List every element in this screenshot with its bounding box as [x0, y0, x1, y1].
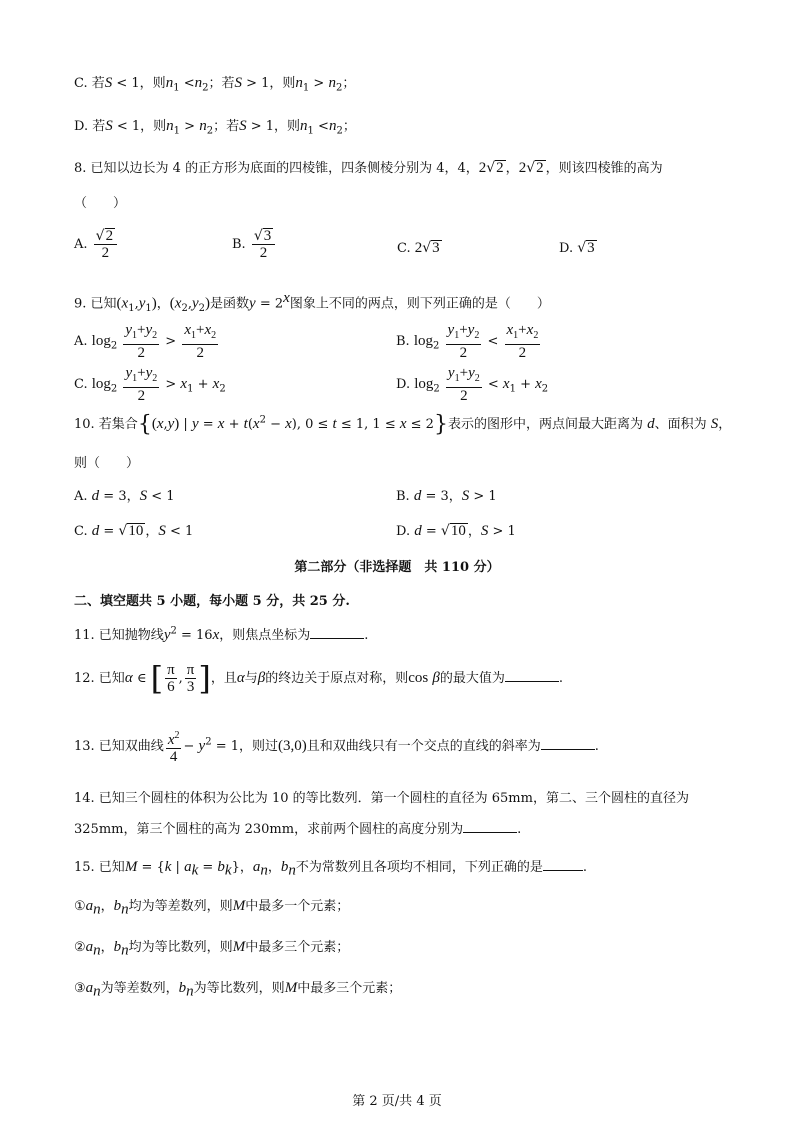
q9-option-d: D. $\log_2$ $\frac{y_1+y_2}{2}$ < $x_1 + x_2$ — [396, 365, 549, 404]
q9-option-c: C. $\log_2$ $\frac{y_1+y_2}{2}$ > $x_1 + x_2$ — [74, 365, 226, 404]
q13-blank — [541, 737, 595, 750]
q7-option-c: C. 若S < 1，则$n_1 <n_2$；若S > 1，则$n_1 > n_2$； — [74, 75, 356, 94]
q9-option-a: A. $\log_2$ $\frac{y_1+y_2}{2}$ > $\frac{x_1+x_2}{2}$ — [74, 322, 217, 361]
page-footer: 第 2 页/共 4 页 — [352, 1094, 442, 1109]
q10-option-c: C. d = √10 ，S < 1 — [74, 523, 194, 539]
q8-option-c: C. 2√3 — [397, 240, 440, 256]
q15-stem: 15. 已知M = {k | $a_k = b_k$}，$a_n$，$b_n$不为常数列且各项均不相同，下列正确的是 . — [74, 859, 588, 879]
q8-option-b: B. $\frac{√3}{2}$ — [232, 228, 277, 261]
q11-blank — [310, 626, 364, 639]
q11: 11. 已知抛物线$y^2 = 16x$，则焦点坐标为 . — [74, 625, 369, 643]
q14-blank — [463, 820, 517, 833]
q13: 13. 已知双曲线 $\frac{x^2}{4}$ − $y^2 = 1$，则过(3,0)且和双曲线只有一个交点的直线的斜率为 . — [74, 730, 599, 765]
q15-item-3: $③a_n$为等差数列，$b_n$为等比数列，则M中最多三个元素； — [74, 980, 402, 1000]
q15-item-1: $①a_n$，$b_n$均为等差数列，则M中最多一个元素； — [74, 898, 350, 918]
q10-option-a: A. d = 3，S < 1 — [74, 488, 175, 504]
q15-blank — [543, 858, 583, 871]
q10-stem-2: 则（ ） — [74, 456, 140, 471]
q12-blank — [505, 669, 559, 682]
q8-option-a: A. $\frac{√2}{2}$ — [74, 228, 119, 261]
q8-paren: （ ） — [74, 196, 127, 211]
q10-option-d: D. d = √10 ，S > 1 — [396, 523, 516, 539]
q8-stem: 8. 已知以边长为 4 的正方形为底面的四棱锥，四条侧棱分别为 4，4，2√2 ，2√2 ，则该四棱锥的高为 — [74, 160, 663, 176]
q9-option-b: B. $\log_2$ $\frac{y_1+y_2}{2}$ < $\frac{x_1+x_2}{2}$ — [396, 322, 539, 361]
section2-title: 二、填空题共 5 小题，每小题 5 分，共 25 分. — [74, 594, 350, 609]
q10-stem: 10. 若集合{(x,y) | $y = x + t(x^2 - x)$, 0 ≤ t ≤ 1, 1 ≤ x ≤ 2}表示的图形中，两点间最大距离为 d、面积为 S， — [74, 412, 732, 437]
q14-line2: 325mm，第三个圆柱的高为 230mm，求前两个圆柱的高度分别为 . — [74, 822, 522, 837]
q12: 12. 已知α ∈ [ $\frac{\pi}{6}$ , $\frac{\pi}{3}$ ]，且α与β的终边关于原点对称，则cos β的最大值为 . — [74, 659, 564, 698]
q7-option-d: D. 若S < 1，则$n_1 > n_2$；若S > 1，则$n_1 <n_2$； — [74, 118, 356, 137]
q15-item-2: $②a_n$，$b_n$均为等比数列，则M中最多三个元素； — [74, 939, 350, 959]
q10-option-b: B. d = 3，S > 1 — [396, 488, 497, 504]
q8-option-d: D. √3 — [559, 240, 595, 256]
q9-stem: 9. 已知$(x_1,y_1)$，$(x_2,y_2)$是函数$y = 2^x$图象上不同的两点，则下列正确的是（ ） — [74, 290, 550, 314]
part2-title: 第二部分（非选择题 共 110 分） — [294, 560, 500, 575]
q14-line1: 14. 已知三个圆柱的体积为公比为 10 的等比数列．第一个圆柱的直径为 65mm，第二、三个圆柱的直径为 — [74, 791, 689, 806]
